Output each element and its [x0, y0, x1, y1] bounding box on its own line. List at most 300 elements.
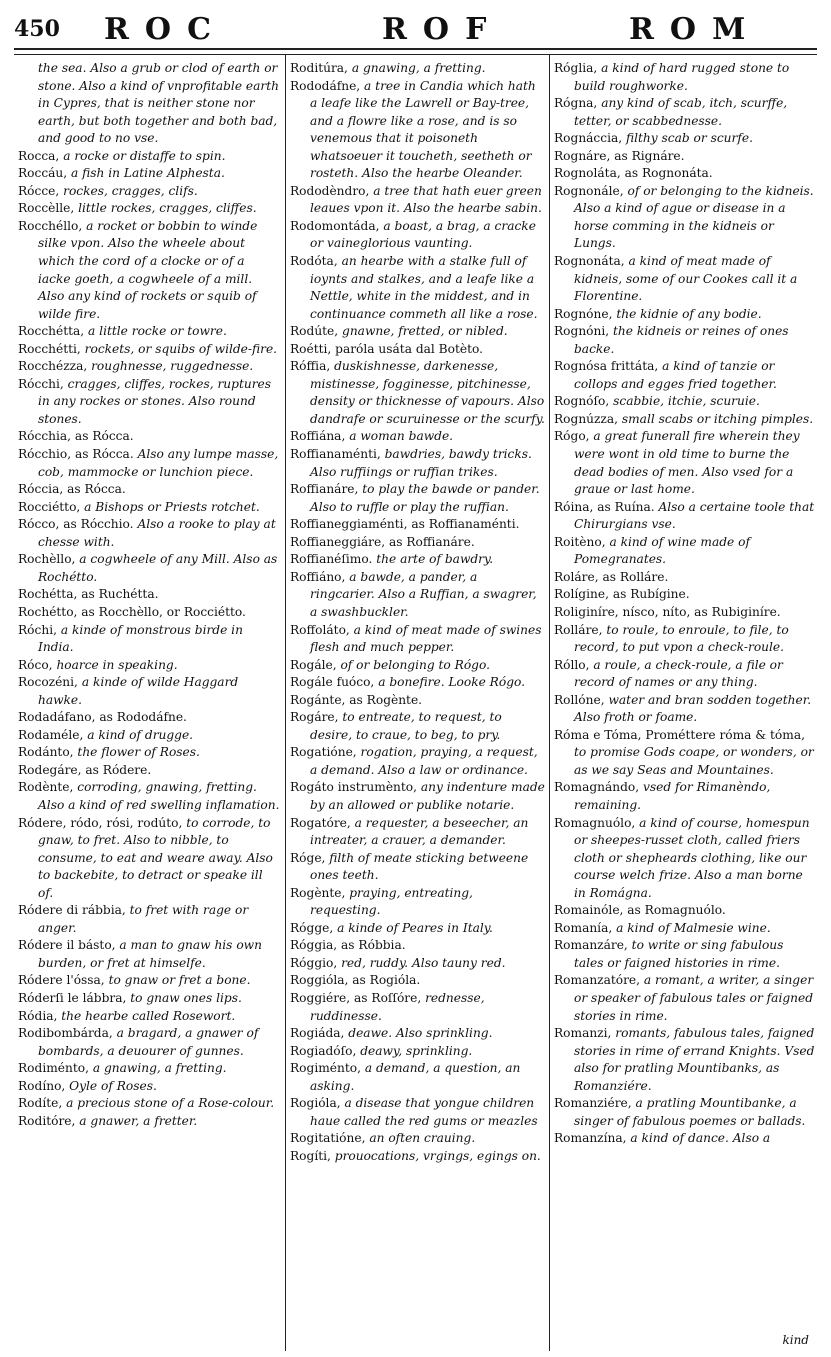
- headword: Roggiére, as Roſſóre,: [290, 990, 422, 1005]
- dictionary-entry: [18, 815, 280, 903]
- dictionary-entry: [290, 1060, 545, 1095]
- dictionary-entry: [290, 446, 545, 481]
- headword: Rodúte,: [290, 324, 339, 339]
- dictionary-entry: [554, 306, 816, 324]
- dictionary-entry: [18, 200, 280, 218]
- headword: Rocchétti,: [18, 341, 81, 356]
- definition: a kind of course, homespun or sheepes-russet cloth, called friers cloth or shepheards clothing, like our course welch frize. Also a man borne in Romágna.: [574, 815, 810, 900]
- headword: Róffia,: [290, 359, 331, 374]
- dictionary-entry: [290, 551, 545, 569]
- headword: Rodaméle,: [18, 727, 84, 742]
- headword: Róderſi le lábbra,: [18, 990, 127, 1005]
- header-left-guideword: ROC: [104, 12, 227, 47]
- dictionary-entry: [18, 674, 280, 709]
- headword: Rodiménto,: [18, 1061, 89, 1076]
- headword: Roétti, paróla usáta dal Botèto.: [290, 341, 483, 356]
- headword: Rognáre, as Rignáre.: [554, 148, 685, 163]
- dictionary-entry: [18, 516, 280, 551]
- headword: Róllo,: [554, 657, 590, 672]
- headword: Rognoláta, as Rognonáta.: [554, 166, 713, 181]
- definition: rockes, cragges, clifs.: [63, 183, 198, 198]
- dictionary-entry: [554, 253, 816, 306]
- headword: Rogiadóſo,: [290, 1043, 357, 1058]
- definition: the flower of Roses.: [77, 745, 200, 760]
- definition: rockets, or squibs of wilde-fire.: [84, 341, 278, 356]
- definition: red, ruddy. Also tauny red.: [341, 955, 506, 970]
- dictionary-entry: [554, 183, 816, 253]
- headword: Róchi,: [18, 622, 57, 637]
- headword: Róge,: [290, 850, 326, 865]
- headword: Rocchétta,: [18, 324, 85, 339]
- dictionary-entry: [290, 569, 545, 622]
- dictionary-entry: [18, 622, 280, 657]
- headword: Rócchia, as Rócca.: [18, 429, 134, 444]
- definition: of or belonging to the kidneis. Also a kind of ague or disease in a horse comming in the kidneis or Lungs.: [574, 183, 814, 251]
- definition: deawy, sprinkling.: [360, 1043, 473, 1058]
- headword: Rognóne,: [554, 306, 613, 321]
- headword: Romanzatóre,: [554, 973, 641, 988]
- header-rule: [14, 48, 817, 50]
- headword: Romagnándo,: [554, 780, 640, 795]
- headword: Rognóni,: [554, 324, 610, 339]
- dictionary-entry: [554, 586, 816, 604]
- dictionary-entry: [290, 78, 545, 183]
- dictionary-entry: [18, 727, 280, 745]
- headword: Roffianeggiáre, as Roffianáre.: [290, 534, 475, 549]
- headword: Roláre, as Rolláre.: [554, 569, 669, 584]
- definition: roughnesse, ruggednesse.: [91, 359, 254, 374]
- dictionary-entry: [554, 534, 816, 569]
- headword: Ródia,: [18, 1008, 58, 1023]
- definition: of or belonging to Rógo.: [340, 657, 490, 672]
- definition: corroding, gnawing, fretting. Also a kind of red swelling inflamation.: [38, 780, 280, 812]
- definition: duskishnesse, darkenesse, mistinesse, fogginesse, pitchinesse, density or thicknesse of vapours. Also dandrafe or scuruinesse or the scurfy.: [310, 359, 545, 426]
- definition: bawdries, bawdy tricks. Also ruffiings or ruffian trikes.: [310, 447, 532, 479]
- headword: Rolígine, as Rubígine.: [554, 587, 690, 602]
- definition: cragges, cliffes, rockes, ruptures in any rockes or stones. Also round stones.: [38, 376, 271, 426]
- definition: to gnaw ones lips.: [130, 990, 242, 1005]
- headword: Rógna,: [554, 96, 598, 111]
- definition: a man to gnaw his own burden, or fret at himselfe.: [38, 938, 262, 970]
- definition: a gnawer, a fretter.: [79, 1113, 198, 1128]
- headword: Rocchézza,: [18, 359, 88, 374]
- definition: an often crauing.: [369, 1131, 476, 1146]
- headword: Róina, as Ruína.: [554, 499, 655, 514]
- dictionary-entry: [18, 165, 280, 183]
- definition: a pratling Mountibanke, a singer of fabulous poemes or ballads.: [574, 1096, 806, 1128]
- dictionary-entry: [18, 902, 280, 937]
- definition: a requester, a beseecher, an intreater, a crauer, a demander.: [310, 815, 529, 848]
- definition: little rockes, cragges, cliffes.: [78, 201, 257, 216]
- headword: Rócce,: [18, 183, 60, 198]
- definition: a boast, a brag, a cracke or vaineglorious vaunting.: [310, 218, 536, 251]
- headword: Rógge,: [290, 920, 334, 935]
- definition: an hearbe with a stalke full of ioynts and stalkes, and a leafe like a Nettle, white in the middest, and in continuance commeth all like a rose.: [310, 254, 538, 321]
- definition: a tree in Candia which hath a leafe like the Lawrell or Bay-tree, and a flowre like a rose, and is so venemous that it poisoneth whatsoeuer it toucheth, seetheth or rosteth. Also the hearbe Oleander.: [310, 78, 536, 181]
- dictionary-entry: [290, 534, 545, 552]
- dictionary-entry: [18, 657, 280, 675]
- page-number: 450: [14, 16, 60, 42]
- headword: Ródere il básto,: [18, 938, 116, 953]
- dictionary-entry: [290, 1148, 545, 1166]
- headword: Rognonáta,: [554, 254, 625, 269]
- headword: Rogále fuóco,: [290, 675, 375, 690]
- dictionary-entry: [554, 727, 816, 780]
- dictionary-entry: [18, 604, 280, 622]
- dictionary-entry: [18, 937, 280, 972]
- header-center-guideword: ROF: [382, 12, 503, 47]
- dictionary-entry: [290, 779, 545, 814]
- headword: Rocchéllo,: [18, 218, 83, 233]
- definition: Oyle of Roses.: [69, 1078, 157, 1093]
- dictionary-entry: [290, 850, 545, 885]
- dictionary-entry: [554, 815, 816, 903]
- headword: Roliginíre, nísco, níto, as Rubiginíre.: [554, 604, 781, 619]
- dictionary-entry: [554, 411, 816, 429]
- definition: Also a certaine toole that Chirurgians vse.: [574, 499, 815, 532]
- definition: to gnaw or fret a bone.: [108, 973, 251, 988]
- headword: Roffoláto,: [290, 622, 350, 637]
- headword: Rogáto instrumènto,: [290, 780, 417, 795]
- definition: filth of meate sticking betweene ones teeth.: [310, 850, 529, 883]
- headword: Ródere di rábbia,: [18, 903, 126, 918]
- definition: a great funerall fire wherein they were wont in old time to burne the dead bodies of men. Also vsed for a graue or last home.: [574, 429, 800, 497]
- definition: a disease that yongue children haue called the red gums or meazles: [310, 1096, 538, 1128]
- dictionary-entry: [18, 709, 280, 727]
- headword: Roccèlle,: [18, 201, 75, 216]
- headword: Róco,: [18, 657, 53, 672]
- headword: Rocca,: [18, 148, 60, 163]
- dictionary-entry: [290, 516, 545, 534]
- definition: a tree that hath euer green leaues vpon it. Also the hearbe sabin.: [310, 183, 542, 216]
- headword: Roccáu,: [18, 166, 68, 181]
- dictionary-entry: [290, 815, 545, 850]
- definition: a kind of drugge.: [87, 727, 194, 742]
- dictionary-entry: [290, 1095, 545, 1130]
- dictionary-entry: [554, 95, 816, 130]
- definition: a precious stone of a Rose-colour.: [66, 1096, 275, 1111]
- dictionary-entry: [290, 253, 545, 323]
- dictionary-entry: [290, 709, 545, 744]
- definition: a bragard, a gnawer of bombards, a deuourer of gunnes.: [38, 1026, 259, 1058]
- dictionary-entry: [290, 744, 545, 779]
- dictionary-entry: [290, 920, 545, 938]
- dictionary-entry: [290, 1130, 545, 1148]
- headword: Rognúzza,: [554, 411, 618, 426]
- dictionary-entry: [18, 779, 280, 814]
- headword: Romanía,: [554, 920, 613, 935]
- dictionary-entry: [290, 481, 545, 516]
- headword: Roffianáre,: [290, 482, 359, 497]
- dictionary-entry: [290, 1043, 545, 1061]
- dictionary-entry: [18, 586, 280, 604]
- headword: Rodegáre, as Ródere.: [18, 762, 152, 777]
- dictionary-entry: [18, 990, 280, 1008]
- dictionary-entry: [18, 376, 280, 429]
- dictionary-entry: [554, 358, 816, 393]
- definition: a bawde, a pander, a ringcarier. Also a Ruffian, a swagrer, a swashbuckler.: [310, 569, 537, 619]
- headword: Romainóle, as Romagnuólo.: [554, 903, 726, 918]
- definition: vsed for Rimanèndo, remaining.: [574, 780, 771, 812]
- dictionary-entry: [18, 1078, 280, 1096]
- definition: the kidneis or reines of ones backe.: [574, 324, 789, 356]
- dictionary-entry: [290, 955, 545, 973]
- headword: Róccia, as Rócca.: [18, 482, 126, 497]
- dictionary-entry: [554, 148, 816, 166]
- headword: Roggióla, as Rogióla.: [290, 973, 421, 988]
- dictionary-entry: [18, 1113, 280, 1131]
- dictionary-entry: [18, 551, 280, 586]
- headword: Roffiáno,: [290, 569, 346, 584]
- dictionary-entry: [18, 148, 280, 166]
- definition: to entreate, to request, to desire, to craue, to beg, to pry.: [310, 710, 502, 742]
- headword: Romanzáre,: [554, 938, 628, 953]
- definition: deawe. Also sprinkling.: [348, 1026, 493, 1041]
- definition: a kind of Malmesie wine.: [616, 920, 771, 935]
- definition: Also a rooke to play at chesse with.: [38, 517, 276, 549]
- dictionary-entry: [554, 499, 816, 534]
- headword: Rócchio, as Rócca.: [18, 447, 134, 462]
- dictionary-entry: [290, 183, 545, 218]
- headword: Róma e Tóma, Prométtere róma & tóma,: [554, 727, 805, 742]
- definition: the kidnie of any bodie.: [616, 306, 762, 321]
- definition: a gnawing, a fretting.: [92, 1061, 227, 1076]
- dictionary-entry: [18, 60, 280, 148]
- dictionary-entry: [554, 920, 816, 938]
- dictionary-entry: [290, 657, 545, 675]
- dictionary-entry: [554, 1130, 816, 1148]
- headword: Rolláre,: [554, 622, 603, 637]
- running-header: [14, 12, 817, 48]
- dictionary-entry: [290, 622, 545, 657]
- definition: the sea. Also a grub or clod of earth or stone. Also a kind of vnprofitable earth in Cypres, that is neither stone nor earth, but both together and both bad, and good to no vse.: [38, 61, 279, 146]
- headword: Róggio,: [290, 955, 338, 970]
- headword: Rododáfne,: [290, 78, 361, 93]
- definition: a kind of hard rugged stone to build roughworke.: [574, 61, 790, 93]
- dictionary-entry: [554, 569, 816, 587]
- headword: Rogáre,: [290, 710, 339, 725]
- dictionary-entry: [18, 358, 280, 376]
- headword: Rogánte, as Rogènte.: [290, 692, 423, 707]
- dictionary-entry: [290, 218, 545, 253]
- headword: Rogènte,: [290, 885, 346, 900]
- definition: the arte of bawdry.: [376, 552, 494, 567]
- definition: a kinde of monstrous birde in India.: [38, 622, 243, 655]
- headword: Rogatóre,: [290, 815, 351, 830]
- catchword: kind: [782, 1333, 809, 1347]
- dictionary-entry: [18, 744, 280, 762]
- dictionary-entry: [554, 60, 816, 95]
- definition: romants, fabulous tales, faigned stories in rime of errand Knights. Vsed also for pratling Mountibanks, as Romanziére.: [574, 1026, 815, 1093]
- dictionary-entry: [18, 1025, 280, 1060]
- headword: Rodomontáda,: [290, 218, 380, 233]
- headword: Rogiménto,: [290, 1061, 361, 1076]
- definition: hoarce in speaking.: [56, 657, 178, 672]
- definition: to write or sing fabulous tales or faigned histories in rime.: [574, 938, 784, 970]
- dictionary-entry: [18, 1095, 280, 1113]
- headword: Roffianeggiaménti, as Roffianaménti.: [290, 517, 520, 532]
- dictionary-entry: [290, 60, 545, 78]
- definition: a rocke or distaffe to spin.: [63, 148, 226, 163]
- headword: Romanzi,: [554, 1026, 612, 1041]
- headword: Rodibombárda,: [18, 1026, 113, 1041]
- dictionary-entry: [18, 323, 280, 341]
- headword: Romanziére,: [554, 1096, 632, 1111]
- dictionary-entry: [554, 692, 816, 727]
- dictionary-entry: [554, 428, 816, 498]
- definition: a kinde of wilde Haggard hawke.: [38, 675, 239, 707]
- dictionary-entry: [18, 341, 280, 359]
- headword: Rodíte,: [18, 1096, 63, 1111]
- definition: prouocations, vrgings, egings on.: [334, 1148, 541, 1163]
- definition: any kind of scab, itch, scurffe, tetter, or scabbednesse.: [574, 96, 788, 128]
- headword: Roditúra,: [290, 61, 348, 75]
- definition: gnawne, fretted, or nibled.: [342, 324, 508, 339]
- headword: Rogále,: [290, 657, 337, 672]
- headword: Rogitatióne,: [290, 1131, 366, 1146]
- headword: Rogatióne,: [290, 745, 357, 760]
- dictionary-entry: [18, 972, 280, 990]
- definition: a fish in Latine Alphesta.: [71, 166, 225, 181]
- dictionary-entry: [554, 1095, 816, 1130]
- definition: any indenture made by an allowed or publike notarie.: [310, 780, 545, 812]
- dictionary-entry: [290, 358, 545, 428]
- definition: rednesse, ruddinesse.: [310, 990, 485, 1023]
- headword: Roffianéſimo.: [290, 552, 373, 567]
- column-divider-1: [285, 54, 286, 1351]
- dictionary-entry: [18, 762, 280, 780]
- definition: rogation, praying, a request, a demand. Also a law or ordinance.: [310, 745, 538, 777]
- dictionary-entry: [554, 779, 816, 814]
- dictionary-entry: [554, 604, 816, 622]
- headword: Rognáccia,: [554, 131, 623, 146]
- dictionary-entry: [554, 902, 816, 920]
- headword: Róggia, as Róbbia.: [290, 938, 406, 953]
- definition: a woman bawde.: [349, 429, 454, 444]
- definition: a romant, a writer, a singer or speaker of fabulous tales or faigned stories in rime.: [574, 973, 814, 1023]
- definition: to corrode, to gnaw, to fret. Also to nibble, to consume, to eat and weare away. Also to backebite, to detract or speake ill of.: [38, 815, 273, 900]
- definition: to roule, to enroule, to file, to record, to put vpon a check-roule.: [574, 622, 789, 655]
- dictionary-entry: [554, 937, 816, 972]
- headword: Ródere l'óssa,: [18, 973, 105, 988]
- dictionary-entry: [18, 428, 280, 446]
- definition: a demand, a question, an asking.: [310, 1061, 521, 1093]
- definition: the hearbe called Rosewort.: [61, 1008, 236, 1023]
- dictionary-entry: [290, 1025, 545, 1043]
- dictionary-entry: [290, 972, 545, 990]
- headword: Rogióla,: [290, 1096, 341, 1111]
- definition: small scabs or itching pimples.: [621, 411, 814, 426]
- dictionary-entry: [554, 1025, 816, 1095]
- dictionary-entry: [18, 446, 280, 481]
- headword: Romagnuólo,: [554, 815, 636, 830]
- definition: a kind of meat made of kidneis, some of our Cookes call it a Florentine.: [574, 254, 798, 304]
- definition: a rocket or bobbin to winde silke vpon. Also the wheele about which the cord of a clocke or of a iacke goeth, a cogwheele of a mill. Also any kind of rockets or squib of wilde fire.: [38, 218, 258, 321]
- header-rule-thin: [14, 54, 817, 55]
- dictionary-entry: [290, 323, 545, 341]
- header-right-guideword: ROM: [629, 12, 762, 47]
- definition: a kinde of Peares in Italy.: [337, 920, 493, 935]
- headword: Rognósa frittáta,: [554, 359, 659, 374]
- headword: Rodíno,: [18, 1078, 66, 1093]
- headword: Rodènte,: [18, 780, 74, 795]
- definition: to promise Gods coape, or wonders, or as we say Seas and Mountaines.: [574, 745, 814, 777]
- dictionary-entry: [290, 990, 545, 1025]
- headword: Rocciétto,: [18, 499, 81, 514]
- definition: a kind of tanzie or collops and egges fried together.: [574, 359, 777, 391]
- dictionary-entry: [554, 972, 816, 1025]
- definition: a kind of dance. Also a: [630, 1131, 771, 1146]
- dictionary-entry: [18, 499, 280, 517]
- dictionary-entry: [290, 885, 545, 920]
- dictionary-entry: [18, 481, 280, 499]
- headword: Romanzína,: [554, 1131, 627, 1146]
- headword: Rodadáfano, as Rododáfne.: [18, 710, 187, 725]
- definition: a roule, a check-roule, a file or record of names or any thing.: [574, 657, 783, 690]
- headword: Roffianaménti,: [290, 447, 381, 462]
- dictionary-entry: [290, 341, 545, 359]
- definition: a cogwheele of any Mill. Also as Rochétto.: [38, 552, 278, 584]
- dictionary-entry: [554, 657, 816, 692]
- headword: Rócco, as Rócchio.: [18, 517, 134, 532]
- dictionary-entry: [18, 1008, 280, 1026]
- headword: Rogíti,: [290, 1148, 331, 1163]
- dictionary-entry: [18, 1060, 280, 1078]
- column-divider-2: [549, 54, 550, 1351]
- headword: Rochèllo,: [18, 552, 76, 567]
- dictionary-entry: [18, 183, 280, 201]
- dictionary-entry: [290, 692, 545, 710]
- headword: Rógo,: [554, 429, 590, 444]
- headword: Rodánto,: [18, 745, 74, 760]
- definition: praying, entreating, requesting.: [310, 885, 473, 918]
- definition: Also any lumpe masse, cob, mammocke or lunchion piece.: [38, 447, 279, 479]
- definition: a little rocke or towre.: [88, 324, 227, 339]
- dictionary-entry: [554, 165, 816, 183]
- dictionary-entry: [554, 130, 816, 148]
- column-3: [554, 60, 816, 1148]
- definition: a gnawing, a fretting.: [351, 61, 486, 75]
- dictionary-entry: [554, 323, 816, 358]
- headword: Rócchi,: [18, 376, 64, 391]
- headword: Rognonále,: [554, 183, 624, 198]
- dictionary-entry: [554, 622, 816, 657]
- definition: a kind of meat made of swines flesh and much pepper.: [310, 622, 542, 655]
- dictionary-entry: [554, 393, 816, 411]
- headword: Rododèndro,: [290, 183, 370, 198]
- definition: a bonefire. Looke Rógo.: [378, 675, 525, 690]
- headword: Rocozéni,: [18, 675, 78, 690]
- dictionary-entry: [290, 674, 545, 692]
- definition: filthy scab or scurfe.: [626, 131, 753, 146]
- definition: a kind of wine made of Pomegranates.: [574, 534, 750, 567]
- column-2: [290, 60, 545, 1165]
- headword: Róglia,: [554, 61, 598, 75]
- definition: water and bran sodden together. Also froth or foame.: [574, 692, 812, 725]
- column-1: [18, 60, 280, 1130]
- headword: Rollóne,: [554, 692, 605, 707]
- headword: Rogiáda,: [290, 1026, 345, 1041]
- headword: Rochétto, as Rocchèllo, or Rocciétto.: [18, 604, 246, 619]
- headword: Rognóſo,: [554, 394, 610, 409]
- definition: to fret with rage or anger.: [38, 903, 249, 935]
- headword: Roffiána,: [290, 429, 346, 444]
- definition: to play the bawde or pander. Also to ruffle or play the ruffian.: [310, 482, 540, 514]
- dictionary-entry: [290, 428, 545, 446]
- definition: a Bishops or Priests rotchet.: [84, 499, 260, 514]
- headword: Ródere, ródo, rósi, rodúto,: [18, 815, 183, 830]
- dictionary-entry: [18, 218, 280, 323]
